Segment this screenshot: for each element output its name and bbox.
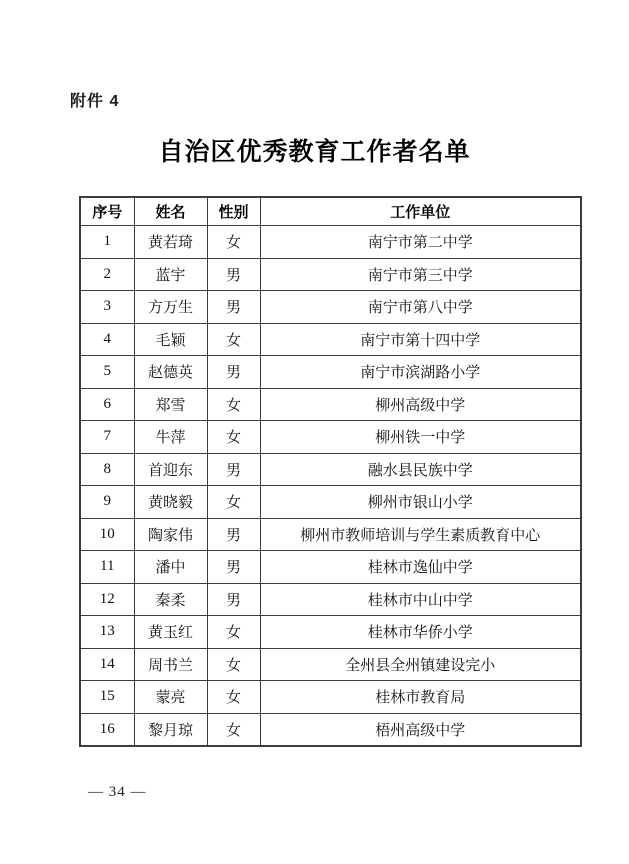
cell-workunit: 南宁市第八中学 bbox=[260, 291, 581, 324]
table-row bbox=[80, 421, 581, 454]
cell-workunit: 柳州高级中学 bbox=[260, 388, 581, 421]
cell-index: 13 bbox=[80, 616, 134, 649]
cell-name: 方万生 bbox=[134, 291, 207, 324]
table-row bbox=[80, 226, 581, 259]
table-row bbox=[80, 713, 581, 746]
table-row bbox=[80, 681, 581, 714]
cell-name: 蒙亮 bbox=[134, 681, 207, 714]
table-row bbox=[80, 486, 581, 519]
cell-index: 4 bbox=[80, 323, 134, 356]
table-row bbox=[80, 648, 581, 681]
header-index: 序号 bbox=[80, 197, 134, 226]
cell-name: 潘中 bbox=[134, 551, 207, 584]
cell-name: 黄若琦 bbox=[134, 226, 207, 259]
cell-gender: 男 bbox=[207, 453, 260, 486]
roster-table bbox=[79, 196, 582, 747]
attachment-label: 附件 4 bbox=[70, 93, 120, 110]
table-row bbox=[80, 291, 581, 324]
header-row bbox=[80, 197, 581, 226]
cell-name: 黄玉红 bbox=[134, 616, 207, 649]
cell-gender: 女 bbox=[207, 648, 260, 681]
cell-index: 16 bbox=[80, 713, 134, 746]
cell-name: 郑雪 bbox=[134, 388, 207, 421]
cell-workunit: 柳州市教师培训与学生素质教育中心 bbox=[260, 518, 581, 551]
cell-gender: 男 bbox=[207, 356, 260, 389]
table-row bbox=[80, 583, 581, 616]
cell-index: 14 bbox=[80, 648, 134, 681]
cell-index: 9 bbox=[80, 486, 134, 519]
header-name: 姓名 bbox=[134, 197, 207, 226]
cell-name: 黎月琼 bbox=[134, 713, 207, 746]
cell-gender: 男 bbox=[207, 258, 260, 291]
header-workunit: 工作单位 bbox=[260, 197, 581, 226]
cell-index: 10 bbox=[80, 518, 134, 551]
roster-table-head bbox=[80, 197, 581, 226]
cell-name: 秦柔 bbox=[134, 583, 207, 616]
page-title: 自治区优秀教育工作者名单 bbox=[158, 138, 471, 166]
cell-workunit: 桂林市华侨小学 bbox=[260, 616, 581, 649]
roster-table-body bbox=[80, 226, 581, 747]
table-row bbox=[80, 551, 581, 584]
cell-gender: 男 bbox=[207, 291, 260, 324]
cell-name: 陶家伟 bbox=[134, 518, 207, 551]
cell-name: 毛颖 bbox=[134, 323, 207, 356]
table-row bbox=[80, 453, 581, 486]
cell-index: 8 bbox=[80, 453, 134, 486]
cell-name: 首迎东 bbox=[134, 453, 207, 486]
cell-gender: 女 bbox=[207, 388, 260, 421]
cell-name: 周书兰 bbox=[134, 648, 207, 681]
cell-workunit: 南宁市第三中学 bbox=[260, 258, 581, 291]
cell-index: 5 bbox=[80, 356, 134, 389]
table-row bbox=[80, 323, 581, 356]
cell-workunit: 梧州高级中学 bbox=[260, 713, 581, 746]
page-number: — 34 — bbox=[88, 784, 147, 800]
cell-gender: 男 bbox=[207, 583, 260, 616]
cell-name: 黄晓毅 bbox=[134, 486, 207, 519]
cell-name: 蓝宇 bbox=[134, 258, 207, 291]
cell-gender: 女 bbox=[207, 616, 260, 649]
cell-gender: 男 bbox=[207, 551, 260, 584]
cell-workunit: 融水县民族中学 bbox=[260, 453, 581, 486]
cell-workunit: 南宁市滨湖路小学 bbox=[260, 356, 581, 389]
cell-workunit: 全州县全州镇建设完小 bbox=[260, 648, 581, 681]
cell-index: 6 bbox=[80, 388, 134, 421]
cell-index: 2 bbox=[80, 258, 134, 291]
cell-workunit: 柳州市银山小学 bbox=[260, 486, 581, 519]
cell-gender: 女 bbox=[207, 713, 260, 746]
table-row bbox=[80, 356, 581, 389]
cell-index: 11 bbox=[80, 551, 134, 584]
cell-index: 7 bbox=[80, 421, 134, 454]
cell-gender: 女 bbox=[207, 421, 260, 454]
table-row bbox=[80, 258, 581, 291]
cell-name: 牛萍 bbox=[134, 421, 207, 454]
cell-workunit: 南宁市第十四中学 bbox=[260, 323, 581, 356]
cell-index: 12 bbox=[80, 583, 134, 616]
cell-gender: 女 bbox=[207, 486, 260, 519]
cell-gender: 男 bbox=[207, 518, 260, 551]
cell-workunit: 桂林市教育局 bbox=[260, 681, 581, 714]
header-gender: 性别 bbox=[207, 197, 260, 226]
cell-index: 15 bbox=[80, 681, 134, 714]
cell-name: 赵德英 bbox=[134, 356, 207, 389]
cell-index: 1 bbox=[80, 226, 134, 259]
cell-workunit: 柳州铁一中学 bbox=[260, 421, 581, 454]
table-row bbox=[80, 518, 581, 551]
cell-gender: 女 bbox=[207, 681, 260, 714]
cell-workunit: 桂林市中山中学 bbox=[260, 583, 581, 616]
table-row bbox=[80, 616, 581, 649]
cell-gender: 女 bbox=[207, 226, 260, 259]
table-row bbox=[80, 388, 581, 421]
cell-workunit: 南宁市第二中学 bbox=[260, 226, 581, 259]
cell-workunit: 桂林市逸仙中学 bbox=[260, 551, 581, 584]
cell-gender: 女 bbox=[207, 323, 260, 356]
cell-index: 3 bbox=[80, 291, 134, 324]
